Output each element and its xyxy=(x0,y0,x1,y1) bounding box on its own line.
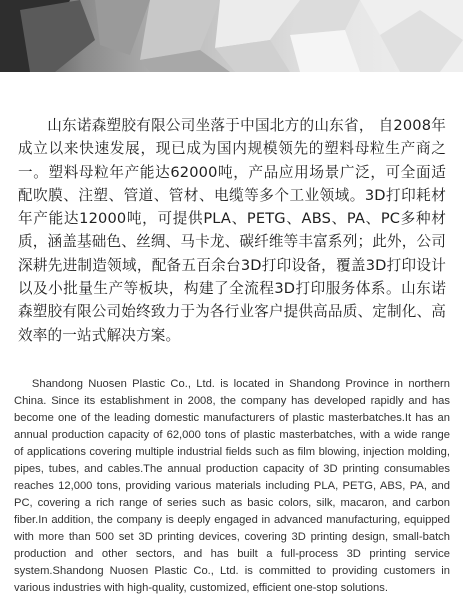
3d-printed-geometric-shapes-photo xyxy=(0,0,463,72)
company-intro-chinese: 山东诺森塑胶有限公司坐落于中国北方的山东省， 自2008年成立以来快速发展，现已成为国内规模领先的塑料母粒生产商之一。塑料母粒年产能达62000吨，产品应用场景广泛，可全面适配吹膜、注塑、管道、管材、电缆等多个工业领域。3D打印耗材年产能达12000吨，可提供PLA、PETG、ABS、PA、PC多种材质，涵盖基础色、丝绸、马卡龙、碳纤维等丰富系列；此外，公司深耕先进制造领域，配备五百余台3D打印设备，覆盖3D打印设计以及小批量生产等板块，构建了全流程3D打印服务体系。山东诺森塑胶有限公司始终致力于为各行业客户提供高品质、定制化、高效率的一站式解决方案。 xyxy=(18,117,446,344)
hero-photo xyxy=(0,0,463,72)
company-intro-english: Shandong Nuosen Plastic Co., Ltd. is located in Shandong Province in northern China. Since its establishment in 2008, the company has developed rapidly and has become one of the leading domestic manufacturers of plastic masterbatches.It has an annual production capacity of 62,000 tons of plastic masterbatches, with a wide range of applications covering multiple industrial fields such as film blowing, injection molding, pipes, tubes, and cables.The annual production capacity of 3D printing consumables reaches 12,000 tons, providing various materials including PLA, PETG, ABS, PA, and PC, covering a rich range of series such as basic colors, silk, macaron, and carbon fiber.In addition, the company is deeply engaged in advanced manufacturing, equipped with more than 500 set 3D printing devices, covering 3D printing design, small-batch production and other sectors, and has built a full-process 3D printing service system.Shandong Nuosen Plastic Co., Ltd. is committed to providing customers in various industries with high-quality, customized, efficient one-stop solutions. xyxy=(14,378,450,594)
